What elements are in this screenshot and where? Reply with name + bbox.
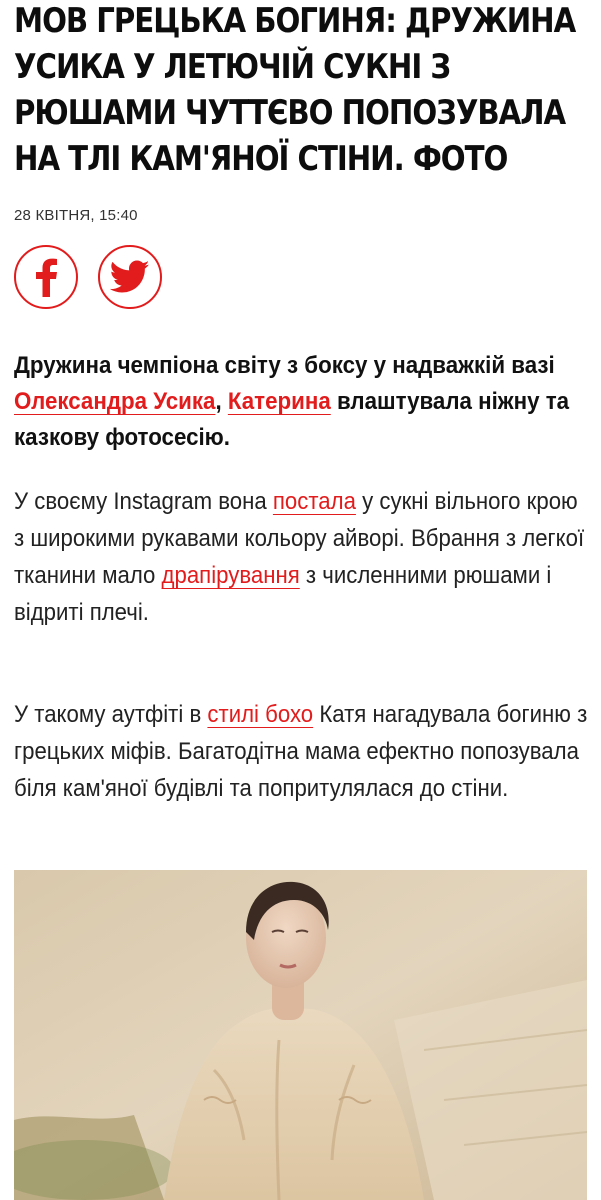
article-lead: [14, 348, 594, 456]
twitter-share-button[interactable]: [98, 245, 162, 309]
paragraph-text: з численними рюшами і відриті плечі.: [14, 562, 552, 626]
article-paragraph: [14, 483, 588, 631]
lead-text: влаштувала ніжну та казкову фотосесію.: [14, 388, 570, 451]
link-drapiruvannia[interactable]: драпірування: [161, 562, 300, 589]
paragraph-text: У своєму Instagram вона: [14, 488, 273, 515]
paragraph-text: У такому аутфіті в: [14, 701, 208, 728]
paragraph-text: у сукні вільного крою з широкими рукавами кольору айворі. Вбрання з легкої тканини мало: [14, 488, 585, 589]
paragraph-text: Катя нагадувала богиню з грецьких міфів. Багатодітна мама ефектно попозувала біля кам'яної будівлі та попритулялася до стіни.: [14, 701, 588, 802]
facebook-icon: [29, 257, 63, 297]
share-buttons: [14, 245, 162, 309]
lead-text: ,: [215, 388, 228, 415]
twitter-icon: [110, 260, 150, 294]
article-paragraph: [14, 696, 588, 807]
facebook-share-button[interactable]: [14, 245, 78, 309]
photo-image: [14, 870, 587, 1200]
article-headline: МОВ ГРЕЦЬКА БОГИНЯ: ДРУЖИНА УСИКА У ЛЕТЮЧІЙ СУКНІ З РЮШАМИ ЧУТТЄВО ПОПОЗУВАЛА НА ТЛІ КАМ'ЯНОЇ СТІНИ. ФОТО: [14, 1, 576, 179]
link-kateryna[interactable]: Катерина: [227, 388, 331, 415]
link-styli-bokho[interactable]: стилі бохо: [207, 701, 314, 728]
article-photo: [14, 870, 587, 1200]
link-oleksandr-usyk[interactable]: Олександра Усика: [14, 388, 216, 415]
publish-date: 28 КВІТНЯ, 15:40: [14, 207, 138, 224]
lead-text: Дружина чемпіона світу з боксу у надважкій вазі: [14, 352, 555, 379]
link-postala[interactable]: постала: [272, 488, 356, 515]
